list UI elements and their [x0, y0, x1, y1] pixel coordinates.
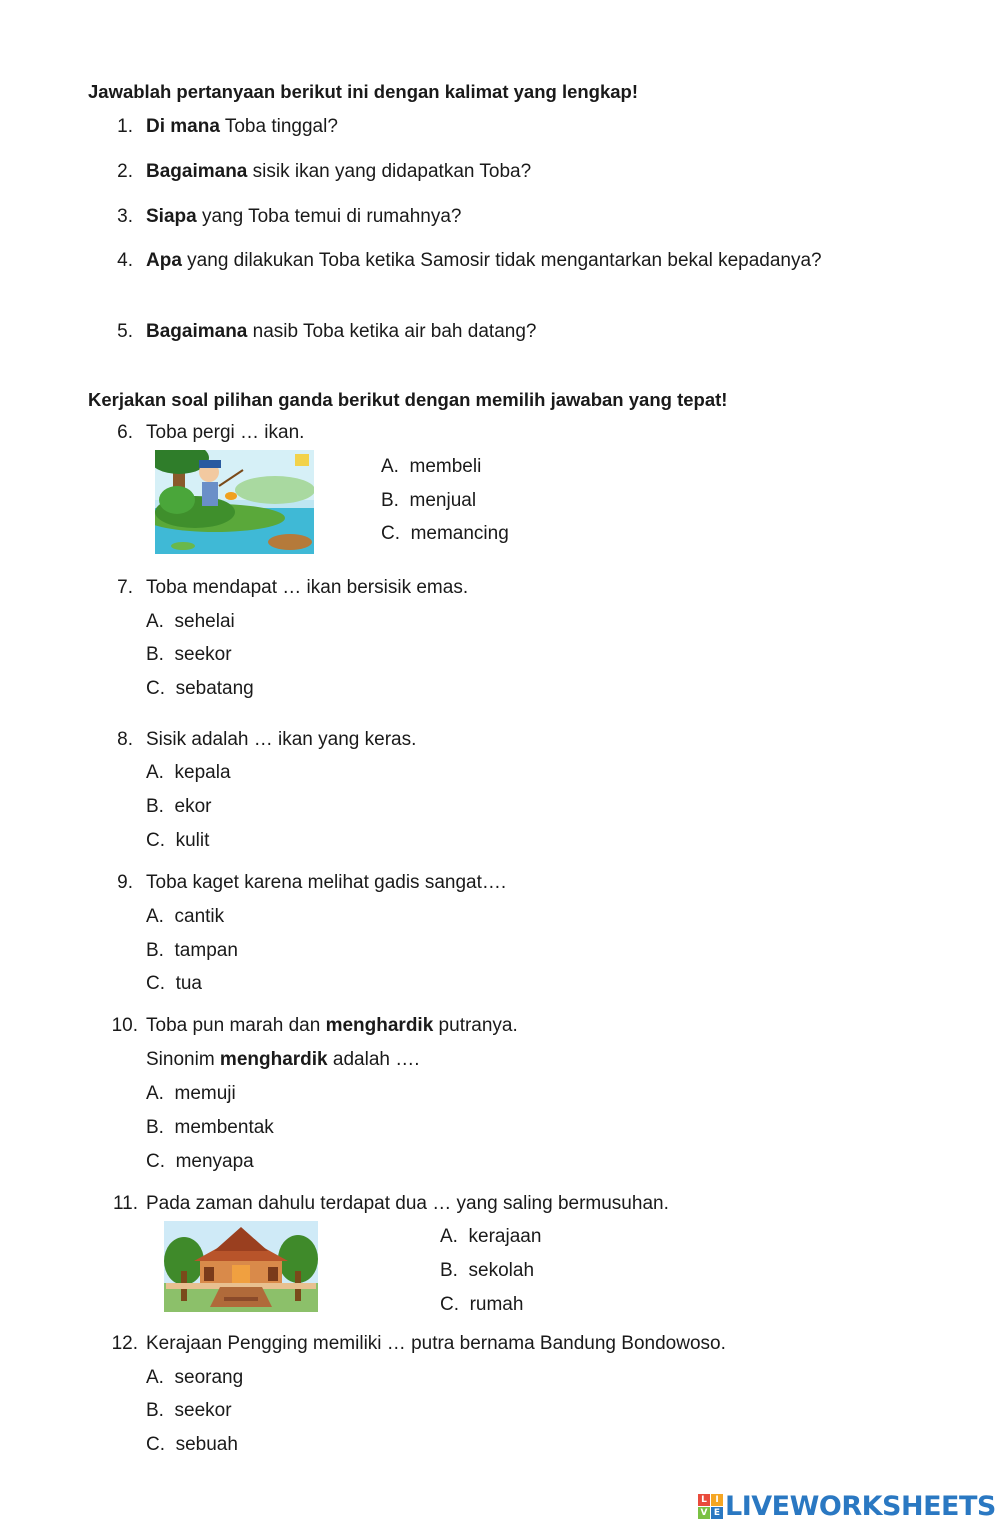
question-number: 5. — [117, 321, 133, 342]
question-10-line2: Sinonim menghardik adalah …. — [146, 1049, 420, 1070]
option-10c[interactable]: C. menyapa — [146, 1151, 254, 1172]
question-7-text: Toba mendapat … ikan bersisik emas. — [146, 577, 469, 598]
question-number: 3. — [117, 206, 133, 227]
option-10a[interactable]: A. memuji — [146, 1083, 236, 1104]
question-3: Siapa yang Toba temui di rumahnya? — [146, 206, 462, 227]
option-9a[interactable]: A. cantik — [146, 906, 225, 927]
question-number: 8. — [117, 729, 133, 750]
liveworksheets-logo — [698, 1491, 996, 1521]
question-number: 1. — [117, 116, 133, 137]
option-6b[interactable]: B. menjual — [381, 490, 477, 511]
question-number: 2. — [117, 161, 133, 182]
option-10b[interactable]: B. membentak — [146, 1117, 274, 1138]
option-7c[interactable]: C. sebatang — [146, 678, 254, 699]
option-11b[interactable]: B. sekolah — [440, 1260, 535, 1281]
option-8a[interactable]: A. kepala — [146, 762, 231, 783]
option-6c[interactable]: C. memancing — [381, 523, 509, 544]
section1-heading: Jawablah pertanyaan berikut ini dengan kalimat yang lengkap! — [88, 81, 639, 102]
question-number: 4. — [117, 250, 133, 271]
question-10-text: Toba pun marah dan menghardik putranya. — [146, 1015, 518, 1036]
question-number: 12. — [111, 1333, 138, 1354]
question-number: 11. — [112, 1193, 138, 1214]
toba-fishing-image — [155, 450, 314, 554]
question-number: 7. — [117, 577, 133, 598]
option-7a[interactable]: A. sehelai — [146, 611, 235, 632]
option-9c[interactable]: C. tua — [146, 973, 202, 994]
option-6a[interactable]: A. membeli — [381, 456, 482, 477]
question-8-text: Sisik adalah … ikan yang keras. — [146, 729, 417, 750]
option-7b[interactable]: B. seekor — [146, 644, 232, 665]
option-11c[interactable]: C. rumah — [440, 1294, 524, 1315]
question-number: 6. — [117, 422, 133, 443]
question-number: 9. — [117, 872, 133, 893]
option-8b[interactable]: B. ekor — [146, 796, 212, 817]
question-12-text: Kerajaan Pengging memiliki … putra bernama Bandung Bondowoso. — [146, 1333, 726, 1354]
question-6-text: Toba pergi … ikan. — [146, 422, 305, 443]
option-12b[interactable]: B. seekor — [146, 1400, 232, 1421]
question-9-text: Toba kaget karena melihat gadis sangat…. — [146, 872, 507, 893]
option-8c[interactable]: C. kulit — [146, 830, 210, 851]
logo-text: LIVEWORKSHEETS — [725, 1490, 996, 1522]
option-9b[interactable]: B. tampan — [146, 940, 238, 961]
option-12c[interactable]: C. sebuah — [146, 1434, 238, 1455]
option-11a[interactable]: A. kerajaan — [440, 1226, 542, 1247]
question-1: Di mana Toba tinggal? — [146, 116, 338, 137]
option-12a[interactable]: A. seorang — [146, 1367, 244, 1388]
kingdom-palace-image — [164, 1221, 318, 1312]
logo-tiles-icon: L I V E — [698, 1494, 723, 1519]
question-4: Apa yang dilakukan Toba ketika Samosir tidak mengantarkan bekal kepadanya? — [146, 250, 822, 271]
section2-heading: Kerjakan soal pilihan ganda berikut dengan memilih jawaban yang tepat! — [88, 389, 728, 410]
question-11-text: Pada zaman dahulu terdapat dua … yang saling bermusuhan. — [146, 1193, 669, 1214]
question-number: 10. — [111, 1015, 138, 1036]
question-2: Bagaimana sisik ikan yang didapatkan Toba? — [146, 161, 532, 182]
question-5: Bagaimana nasib Toba ketika air bah datang? — [146, 321, 537, 342]
